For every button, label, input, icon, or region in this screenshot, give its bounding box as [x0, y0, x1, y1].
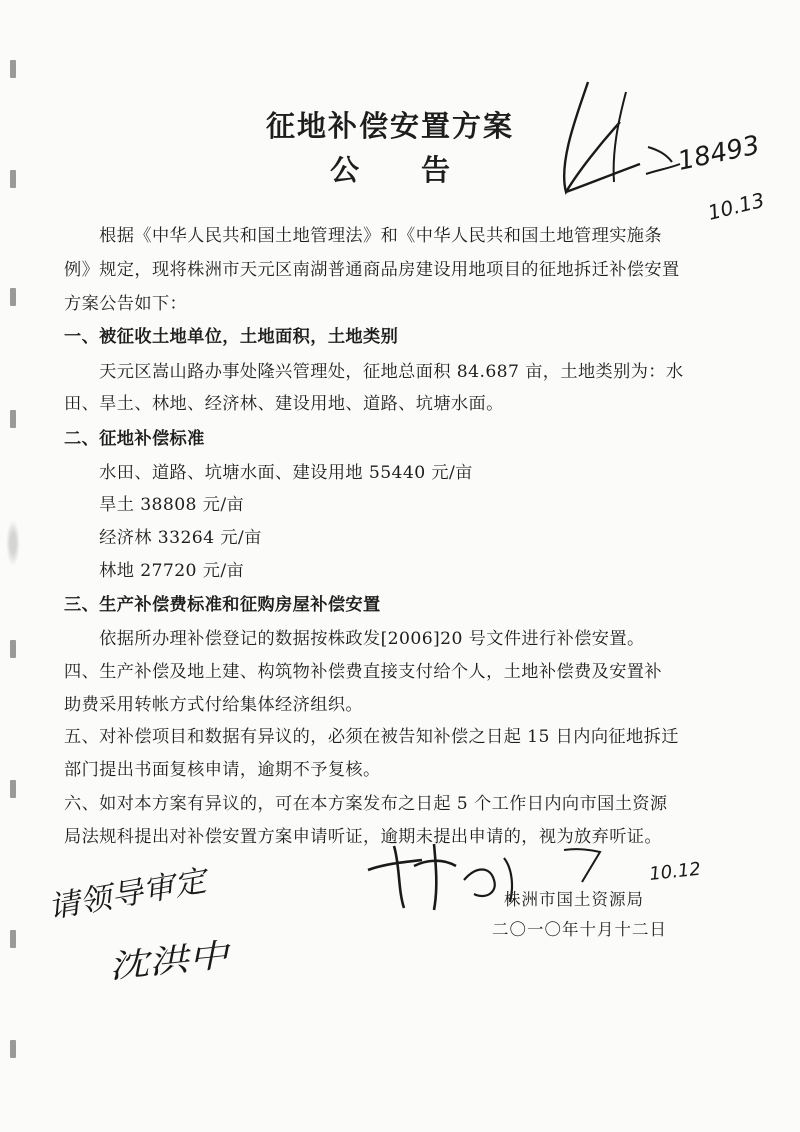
- handwritten-approval-signature: [548, 52, 788, 232]
- handwritten-reviewer-name: 沈洪中: [106, 938, 207, 986]
- handwritten-ref-number: 18493: [675, 130, 763, 177]
- binding-mark: [10, 640, 16, 658]
- document-title: 征地补偿安置方案: [265, 109, 514, 143]
- body-text-line: 依据所办理补偿登记的数据按株政发[2006]20 号文件进行补偿安置。: [64, 629, 645, 649]
- body-text-line: 经济林 33264 元/亩: [64, 528, 262, 548]
- binding-mark: [10, 288, 16, 306]
- body-text-line: 六、如对本方案有异议的，可在本方案发布之日起 5 个工作日内向市国土资源: [64, 794, 668, 814]
- binding-mark: [10, 60, 16, 78]
- issuer-name: 株洲市国土资源局: [504, 890, 644, 909]
- body-text-line: 五、对补偿项目和数据有异议的，必须在被告知补偿之日起 15 日内向征地拆迁: [64, 727, 679, 747]
- body-text-line: 天元区嵩山路办事处隆兴管理处，征地总面积 84.687 亩，土地类别为：水: [64, 362, 684, 382]
- binding-mark: [10, 1040, 16, 1058]
- body-text-line: 四、生产补偿及地上建、构筑物补偿费直接支付给个人，土地补偿费及安置补: [64, 662, 662, 682]
- body-text-line: 旱土 38808 元/亩: [64, 495, 245, 515]
- body-text-line: 水田、道路、坑塘水面、建设用地 55440 元/亩: [64, 463, 473, 483]
- handwritten-review-text: 请领导审定: [45, 865, 200, 926]
- handwritten-top-date: 10.13: [705, 187, 767, 225]
- binding-mark: [10, 410, 16, 428]
- document-subtitle: 公告: [329, 153, 512, 187]
- body-text-line: 田、旱土、林地、经济林、建设用地、道路、坑塘水面。: [64, 394, 504, 414]
- binding-mark: [10, 930, 16, 948]
- body-text-line: 林地 27720 元/亩: [64, 561, 245, 581]
- scan-speck: [6, 520, 20, 566]
- body-text-line: 根据《中华人民共和国土地管理法》和《中华人民共和国土地管理实施条: [64, 226, 662, 246]
- handwritten-signing-date: 10.12: [648, 858, 702, 885]
- section-heading: 二、征地补偿标准: [64, 429, 205, 449]
- body-text-line: 部门提出书面复核申请，逾期不予复核。: [64, 760, 381, 780]
- section-heading: 三、生产补偿费标准和征购房屋补偿安置: [64, 595, 381, 615]
- body-text-line: 例》规定，现将株洲市天元区南湖普通商品房建设用地项目的征地拆迁补偿安置: [64, 260, 680, 280]
- body-text-line: 方案公告如下：: [64, 294, 188, 314]
- handwritten-review-note: [45, 865, 250, 990]
- issue-date: 二〇一〇年十月十二日: [492, 920, 667, 939]
- body-text-line: 局法规科提出对补偿安置方案申请听证，逾期未提出申请的，视为放弃听证。: [64, 827, 662, 847]
- binding-mark: [10, 780, 16, 798]
- body-text-line: 助费采用转帐方式付给集体经济组织。: [64, 695, 363, 715]
- section-heading: 一、被征收土地单位，土地面积，土地类别: [64, 327, 399, 347]
